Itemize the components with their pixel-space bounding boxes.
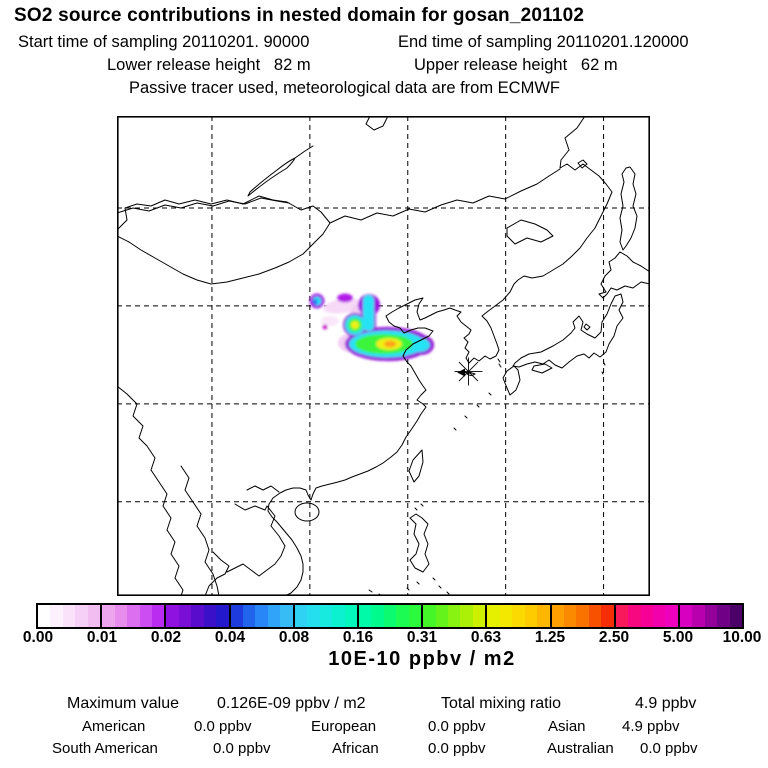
- max-value-label: Maximum value: [67, 695, 180, 712]
- receptor-station-marker: [454, 358, 482, 386]
- colorbar-cell: [204, 605, 216, 627]
- colorbar-tick-label: 0.01: [86, 629, 118, 646]
- colorbar-segment: [100, 605, 164, 627]
- colorbar-segment: [229, 605, 293, 627]
- colorbar-cell: [295, 605, 307, 627]
- colorbar-tick-label: 0.31: [406, 629, 438, 646]
- colorbar-tick-label: 0.02: [150, 629, 182, 646]
- colorbar-tick-label: 0.08: [278, 629, 310, 646]
- page-title: SO2 source contributions in nested domain for gosan_201102: [14, 5, 585, 26]
- colorbar-cell: [152, 605, 164, 627]
- region-american-label: American: [82, 718, 146, 735]
- colorbar-cell: [320, 605, 332, 627]
- colorbar-segment: [293, 605, 357, 627]
- colorbar-unit-label: 10E-10 ppbv / m2: [328, 648, 516, 670]
- colorbar-segment: [38, 605, 100, 627]
- colorbar-cell: [166, 605, 178, 627]
- max-value: 0.126E-09 ppbv / m2: [217, 695, 366, 712]
- colorbar-cell: [371, 605, 383, 627]
- colorbar-cell: [102, 605, 114, 627]
- colorbar-tick-label: 0.63: [470, 629, 502, 646]
- colorbar-cell: [75, 605, 87, 627]
- colorbar-cell: [601, 605, 613, 627]
- colorbar-segment: [485, 605, 549, 627]
- upper-release-height-label: Upper release height 62 m: [414, 56, 618, 74]
- colorbar-cell: [38, 605, 50, 627]
- colorbar-cell: [537, 605, 549, 627]
- colorbar-cell: [473, 605, 485, 627]
- colorbar-tick-label: 1.25: [534, 629, 566, 646]
- colorbar-cell: [628, 605, 640, 627]
- colorbar-cell: [255, 605, 267, 627]
- colorbar-cell: [332, 605, 344, 627]
- colorbar-cell: [280, 605, 292, 627]
- colorbar-cell: [500, 605, 512, 627]
- colorbar-cell: [179, 605, 191, 627]
- colorbar-segment: [550, 605, 614, 627]
- colorbar-cell: [705, 605, 717, 627]
- colorbar-segment: [357, 605, 421, 627]
- region-african-label: African: [332, 740, 379, 757]
- colorbar-tick-label: 0.00: [22, 629, 54, 646]
- colorbar-cell: [231, 605, 243, 627]
- colorbar-cell: [384, 605, 396, 627]
- total-mixing-ratio-value: 4.9 ppbv: [635, 695, 697, 712]
- region-asian-label: Asian: [548, 718, 586, 735]
- colorbar-cell: [730, 605, 742, 627]
- colorbar-cell: [512, 605, 524, 627]
- colorbar-cell: [448, 605, 460, 627]
- colorbar-cell: [345, 605, 357, 627]
- colorbar-cell: [692, 605, 704, 627]
- region-european-label: European: [311, 718, 377, 735]
- lower-release-height-label: Lower release height 82 m: [107, 56, 311, 74]
- colorbar-cell: [140, 605, 152, 627]
- colorbar-cell: [63, 605, 75, 627]
- colorbar-cell: [191, 605, 203, 627]
- tracer-note-label: Passive tracer used, meteorological data are from ECMWF: [129, 79, 560, 97]
- total-mixing-ratio-label: Total mixing ratio: [441, 695, 562, 712]
- colorbar-tick-label: 2.50: [598, 629, 630, 646]
- colorbar-cell: [525, 605, 537, 627]
- colorbar-cell: [564, 605, 576, 627]
- colorbar-cell: [436, 605, 448, 627]
- colorbar-tick-label: 5.00: [662, 629, 694, 646]
- colorbar-cell: [487, 605, 499, 627]
- colorbar-cell: [653, 605, 665, 627]
- colorbar-cell: [88, 605, 100, 627]
- colorbar-cell: [396, 605, 408, 627]
- colorbar-cell: [552, 605, 564, 627]
- colorbar-cell: [216, 605, 228, 627]
- colorbar-cell: [460, 605, 472, 627]
- colorbar-tick-label: 0.16: [342, 629, 374, 646]
- plume-layer: [310, 294, 435, 362]
- colorbar-segment: [678, 605, 742, 627]
- map-svg: [117, 116, 650, 596]
- colorbar-cell: [243, 605, 255, 627]
- colorbar-segment: [164, 605, 228, 627]
- colorbar-cell: [717, 605, 729, 627]
- colorbar-tick-label: 0.04: [214, 629, 246, 646]
- region-american-value: 0.0 ppbv: [194, 718, 252, 735]
- region-australian-value: 0.0 ppbv: [640, 740, 698, 757]
- colorbar-cell: [359, 605, 371, 627]
- colorbar-cell: [665, 605, 677, 627]
- colorbar-cell: [268, 605, 280, 627]
- colorbar-segment: [421, 605, 485, 627]
- colorbar-cell: [589, 605, 601, 627]
- colorbar-cell: [115, 605, 127, 627]
- map-panel: [117, 116, 650, 596]
- region-south-american-value: 0.0 ppbv: [213, 740, 271, 757]
- colorbar-cell: [680, 605, 692, 627]
- end-time-label: End time of sampling 20110201.120000: [398, 33, 689, 51]
- colorbar: [36, 603, 744, 629]
- colorbar-cell: [50, 605, 62, 627]
- region-australian-label: Australian: [547, 740, 614, 757]
- colorbar-cell: [576, 605, 588, 627]
- colorbar-cell: [641, 605, 653, 627]
- region-european-value: 0.0 ppbv: [428, 718, 486, 735]
- colorbar-cell: [127, 605, 139, 627]
- region-african-value: 0.0 ppbv: [428, 740, 486, 757]
- region-south-american-label: South American: [52, 740, 158, 757]
- colorbar-cell: [409, 605, 421, 627]
- colorbar-cell: [423, 605, 435, 627]
- colorbar-tick-label: 10.00: [722, 629, 762, 646]
- colorbar-cell: [307, 605, 319, 627]
- colorbar-segment: [614, 605, 678, 627]
- start-time-label: Start time of sampling 20110201. 90000: [18, 33, 310, 51]
- region-asian-value: 4.9 ppbv: [622, 718, 680, 735]
- colorbar-cell: [616, 605, 628, 627]
